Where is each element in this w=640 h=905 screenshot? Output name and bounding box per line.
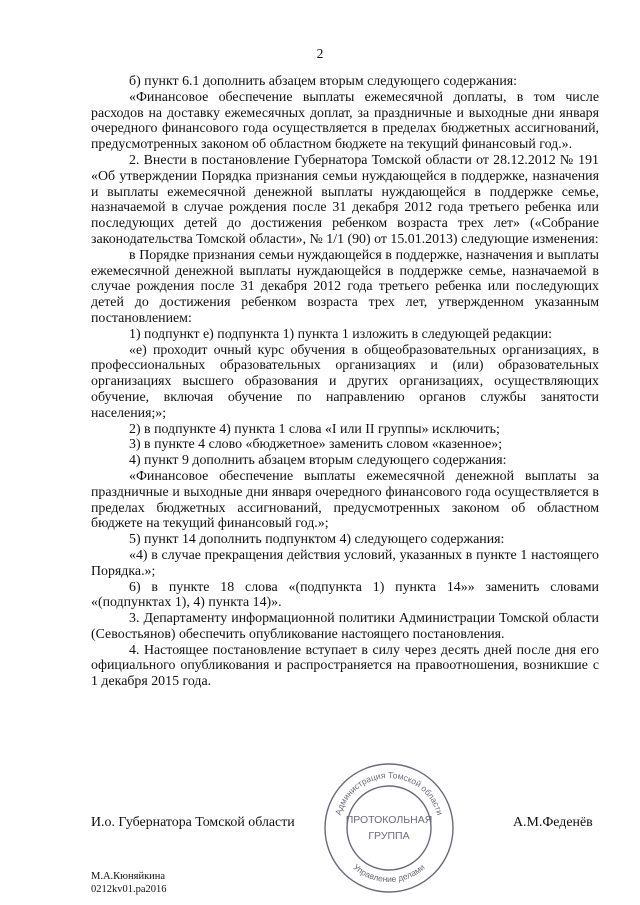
paragraph: «Финансовое обеспечение выплаты ежемесячной денежной выплаты за праздничные и выходные дни января очередного финансового года осуществляется в пределах бюджетных ассигнований, предусмотренных законом об областном бюджете на текущий финансовый год.»; bbox=[91, 468, 599, 532]
page-number: 2 bbox=[316, 46, 324, 61]
paragraph: в Порядке признания семьи нуждающейся в поддержке, назначения и выплаты ежемесячной денежной выплаты нуждающейся в поддержке семье, назначаемой в случае рождения после 31 декабря 2012 года третьего ребенка или последующих детей до достижения ребенком возраста трех лет, утвержденном указанным постановлением: bbox=[91, 247, 599, 326]
paragraph: 2. Внести в постановление Губернатора Томской области от 28.12.2012 № 191 «Об утверждении Порядка признания семьи нуждающейся в поддержке, назначения и выплаты ежемесячной денежной выплаты нуждающейся в поддержке семье, назначаемой в случае рождения после 31 декабря 2012 года третьего ребенка или последующих детей до достижения ребенком возраста трех лет» («Собрание законодательства Томской области», № 1/1 (90) от 15.01.2013) следующие изменения: bbox=[91, 152, 599, 247]
paragraph: «4) в случае прекращения действия условий, указанных в пункте 1 настоящего Порядка.»; bbox=[91, 547, 599, 579]
stamp-line1: ПРОТОКОЛЬНАЯ bbox=[345, 814, 433, 826]
footer-author: М.А.Кюняйкина bbox=[91, 871, 166, 882]
paragraph: 1) подпункт е) подпункта 1) пункта 1 изложить в следующей редакции: bbox=[129, 326, 552, 342]
paragraph: 4. Настоящее постановление вступает в силу через десять дней после дня его официального опубликования и распространяется на правоотношения, возникшие с 1 декабря 2015 года. bbox=[91, 642, 599, 690]
document-body bbox=[91, 74, 599, 690]
stamp-inner-ring bbox=[347, 786, 431, 870]
paragraph: 3. Департаменту информационной политики Администрации Томской области (Севостьянов) обеспечить опубликование настоящего постановления. bbox=[91, 611, 599, 642]
paragraph: 6) в пункте 18 слова «(подпункта 1) пункта 14»» заменить словами «(подпунктах 1), 4) пункта 14)». bbox=[91, 579, 599, 611]
paragraph: 3) в пункте 4 слово «бюджетное» заменить словом «казенное»; bbox=[129, 437, 503, 453]
paragraph: 2) в подпункте 4) пункта 1 слова «I или II группы» исключить; bbox=[129, 421, 500, 437]
document-footer bbox=[91, 870, 167, 896]
paragraph: «е) проходит очный курс обучения в общеобразовательных организациях, в профессиональных образовательных организациях и (или) образовательных организациях высшего образования и других организациях, осуществляющих обучение, включая обучение по направлению органов службы занятости населения;»; bbox=[91, 342, 599, 421]
protocol-group-stamp bbox=[321, 760, 457, 896]
paragraph: б) пункт 6.1 дополнить абзацем вторым следующего содержания: bbox=[129, 74, 518, 89]
signatory-title: И.о. Губернатора Томской области bbox=[91, 815, 295, 830]
paragraph: «Финансовое обеспечение выплаты ежемесячной доплаты, в том числе расходов на доставку ежемесячных доплат, за праздничные и выходные дни января очередного финансового года осуществляется в пределах бюджетных ассигнований, предусмотренных законом об областном бюджете на текущий финансовый год.». bbox=[91, 89, 599, 153]
stamp-top-arc-text: Администрация Томской области bbox=[332, 769, 446, 817]
stamp-line2: ГРУППА bbox=[368, 830, 410, 842]
signatory-name: А.М.Феденёв bbox=[513, 815, 593, 830]
footer-doc-code: 0212kv01.pa2016 bbox=[91, 884, 167, 895]
stamp-outer-ring bbox=[325, 764, 453, 892]
paragraph: 5) пункт 14 дополнить подпунктом 4) следующего содержания: bbox=[129, 532, 505, 548]
paragraph: 4) пункт 9 дополнить абзацем вторым следующего содержания: bbox=[129, 453, 507, 469]
stamp-bottom-arc-text: Управление делами bbox=[351, 861, 427, 885]
